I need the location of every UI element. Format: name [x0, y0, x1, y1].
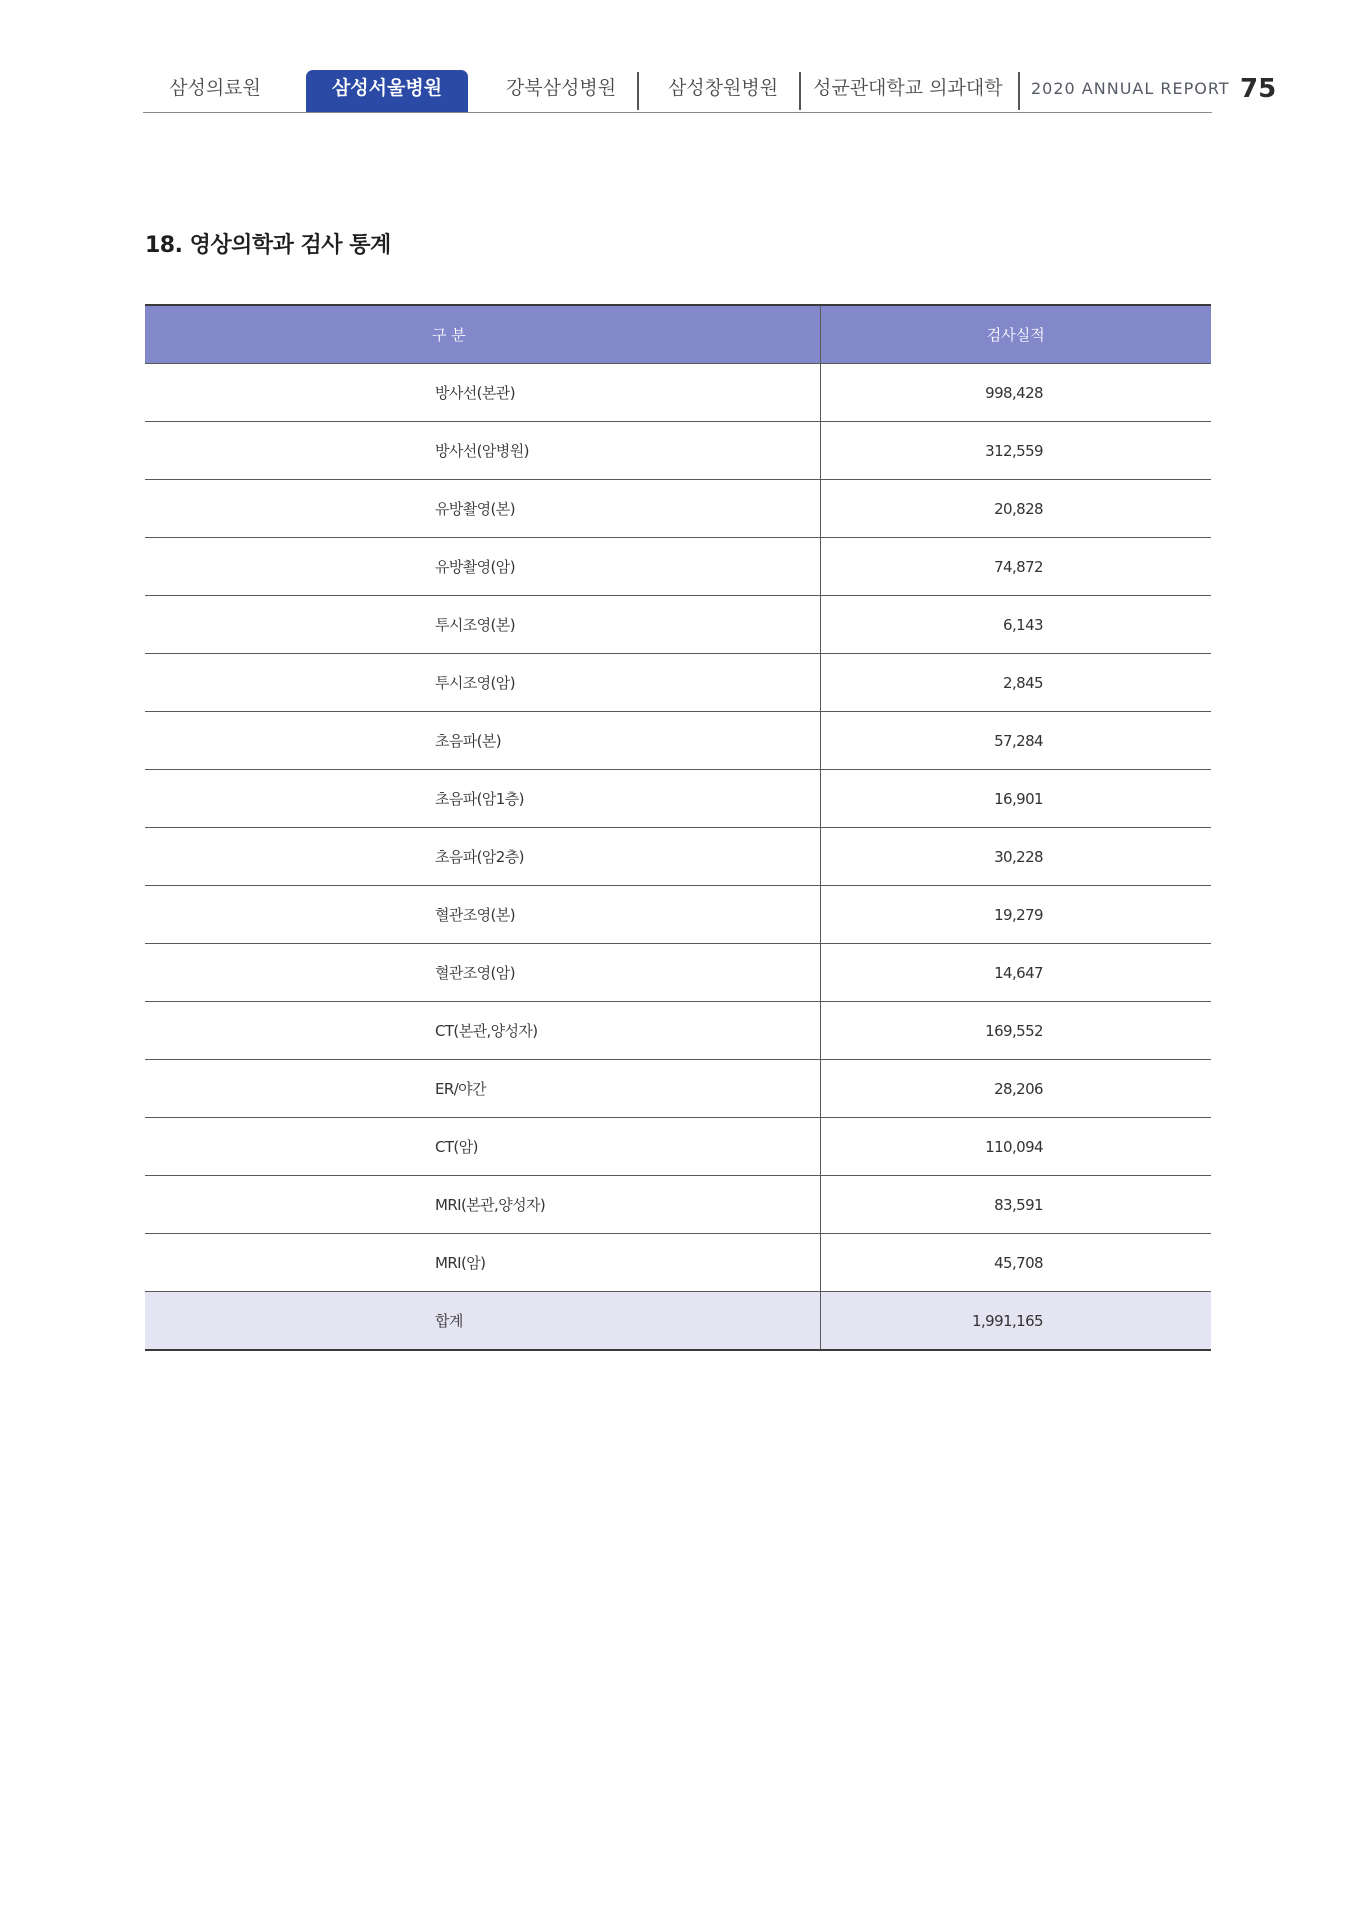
- row-category: CT(본관,양성자): [145, 1002, 820, 1060]
- table-header-row: [145, 305, 1211, 364]
- row-value: 14,647: [820, 944, 1211, 1002]
- radiology-exam-statistics-table: [145, 304, 1211, 1351]
- tab-divider: [799, 72, 801, 110]
- row-value: 83,591: [820, 1176, 1211, 1234]
- total-label: 합계: [145, 1292, 820, 1351]
- row-value: 74,872: [820, 538, 1211, 596]
- table-body: [145, 364, 1211, 1351]
- row-value: 6,143: [820, 596, 1211, 654]
- row-category: MRI(본관,양성자): [145, 1176, 820, 1234]
- row-category: 유방촬영(본): [145, 480, 820, 538]
- row-value: 30,228: [820, 828, 1211, 886]
- row-category: 혈관조영(암): [145, 944, 820, 1002]
- row-category: 초음파(암1층): [145, 770, 820, 828]
- row-category: 방사선(본관): [145, 364, 820, 422]
- table-row: [145, 596, 1211, 654]
- row-category: 방사선(암병원): [145, 422, 820, 480]
- table-row: [145, 886, 1211, 944]
- table-row: [145, 364, 1211, 422]
- table-row: [145, 1002, 1211, 1060]
- row-value: 169,552: [820, 1002, 1211, 1060]
- row-value: 110,094: [820, 1118, 1211, 1176]
- top-navigation: [143, 70, 1230, 113]
- row-category: 투시조영(암): [145, 654, 820, 712]
- table-row: [145, 480, 1211, 538]
- table-row: [145, 538, 1211, 596]
- annual-report-label: 2020 ANNUAL REPORT: [1031, 79, 1230, 98]
- table-row: [145, 1234, 1211, 1292]
- row-value: 312,559: [820, 422, 1211, 480]
- total-value: 1,991,165: [820, 1292, 1211, 1351]
- row-value: 28,206: [820, 1060, 1211, 1118]
- row-value: 20,828: [820, 480, 1211, 538]
- column-header-value: 검사실적: [820, 305, 1211, 364]
- table-row: [145, 770, 1211, 828]
- table-row: [145, 422, 1211, 480]
- row-category: 혈관조영(본): [145, 886, 820, 944]
- row-value: 2,845: [820, 654, 1211, 712]
- tab-samsung-medical-center[interactable]: 삼성의료원: [169, 77, 261, 99]
- row-value: 45,708: [820, 1234, 1211, 1292]
- row-category: ER/야간: [145, 1060, 820, 1118]
- row-category: 유방촬영(암): [145, 538, 820, 596]
- table-row: [145, 828, 1211, 886]
- table-row: [145, 654, 1211, 712]
- tab-divider: [637, 72, 639, 110]
- table-total-row: [145, 1292, 1211, 1351]
- row-category: MRI(암): [145, 1234, 820, 1292]
- row-value: 19,279: [820, 886, 1211, 944]
- tab-skku-school-of-medicine[interactable]: 성균관대학교 의과대학: [813, 77, 1003, 99]
- row-value: 16,901: [820, 770, 1211, 828]
- table-row: [145, 1060, 1211, 1118]
- page-number: 75: [1240, 74, 1277, 104]
- tab-kangbuk-samsung-hospital[interactable]: 강북삼성병원: [505, 77, 617, 99]
- row-category: CT(암): [145, 1118, 820, 1176]
- column-header-category: 구 분: [145, 305, 820, 364]
- row-category: 초음파(암2층): [145, 828, 820, 886]
- tab-samsung-changwon-hospital[interactable]: 삼성창원병원: [667, 77, 779, 99]
- tab-samsung-seoul-hospital[interactable]: 삼성서울병원: [306, 70, 468, 112]
- table-row: [145, 1176, 1211, 1234]
- row-category: 투시조영(본): [145, 596, 820, 654]
- table-row: [145, 1118, 1211, 1176]
- row-value: 998,428: [820, 364, 1211, 422]
- table-row: [145, 944, 1211, 1002]
- section-title: 18. 영상의학과 검사 통계: [145, 233, 391, 258]
- row-category: 초음파(본): [145, 712, 820, 770]
- tab-divider: [1018, 72, 1020, 110]
- row-value: 57,284: [820, 712, 1211, 770]
- table-row: [145, 712, 1211, 770]
